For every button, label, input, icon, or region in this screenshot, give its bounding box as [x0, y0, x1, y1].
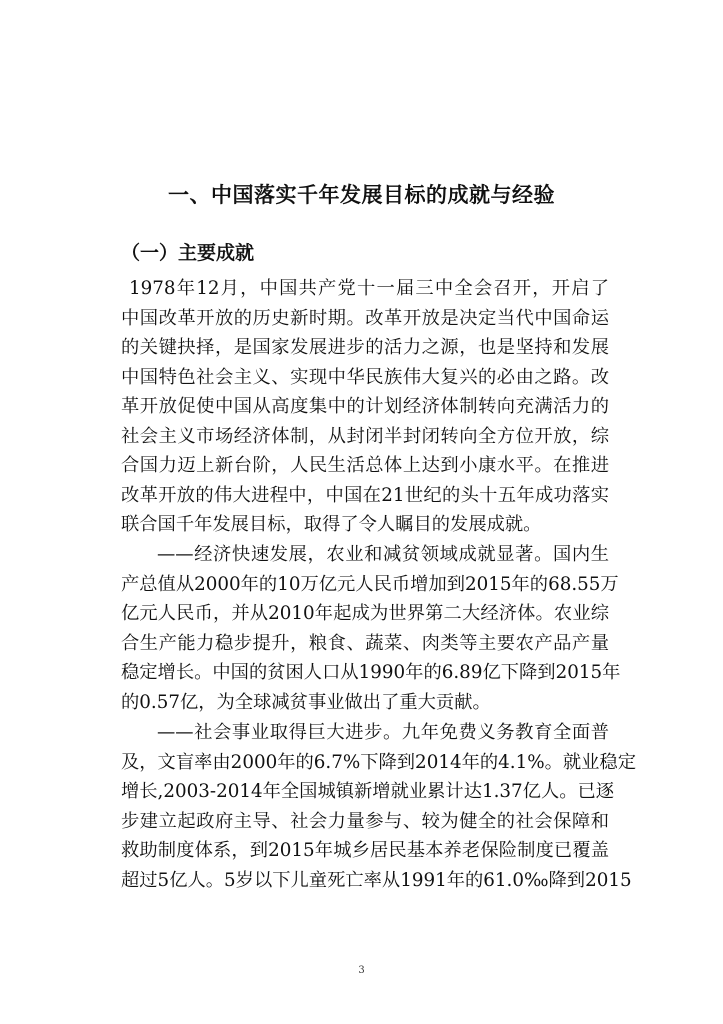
paragraph-line: ——经济快速发展，农业和减贫领域成就显著。国内生	[157, 544, 609, 565]
paragraph-line: 中国特色社会主义、实现中华民族伟大复兴的必由之路。改	[121, 366, 609, 388]
paragraph-main-achievements	[121, 274, 609, 540]
paragraph-line: ——社会事业取得巨大进步。九年免费义务教育全面普	[157, 722, 609, 743]
paragraph-line: 革开放促使中国从高度集中的计划经济体制转向充满活力的	[121, 396, 609, 417]
paragraph-line: 1978年12月，中国共产党十一届三中全会召开，开启了	[129, 278, 609, 299]
paragraph-line: 的关键抉择，是国家发展进步的活力之源，也是坚持和发展	[121, 337, 609, 358]
paragraph-line: 合生产能力稳步提升，粮食、蔬菜、肉类等主要农产品产量	[121, 632, 609, 654]
paragraph-line: 社会主义市场经济体制，从封闭半封闭转向全方位开放，综	[121, 425, 609, 447]
paragraph-line: 救助制度体系，到2015年城乡居民基本养老保险制度已覆盖	[121, 840, 609, 861]
paragraph-line: 中国改革开放的历史新时期。改革开放是决定当代中国命运	[121, 307, 609, 329]
page-number: 3	[358, 965, 365, 976]
paragraph-economy	[121, 540, 621, 717]
paragraph-line: 步建立起政府主导、社会力量参与、较为健全的社会保障和	[121, 810, 609, 832]
paragraph-line: 改革开放的伟大进程中，中国在21世纪的头十五年成功落实	[121, 484, 609, 506]
chapter-title: 一、中国落实千年发展目标的成就与经验	[168, 183, 555, 207]
paragraph-line: 合国力迈上新台阶，人民生活总体上达到小康水平。在推进	[121, 455, 609, 476]
paragraph-line: 稳定增长。中国的贫困人口从1990年的6.89亿下降到2015年	[121, 662, 621, 683]
paragraph-line: 联合国千年发展目标，取得了令人瞩目的发展成就。	[121, 514, 542, 535]
paragraph-line: 的0.57亿，为全球减贫事业做出了重大贡献。	[121, 691, 491, 713]
paragraph-line: 产总值从2000年的10万亿元人民币增加到2015年的68.55万	[121, 573, 619, 595]
paragraph-line: 及，文盲率由2000年的6.7%下降到2014年的4.1%。就业稳定	[121, 751, 636, 773]
section-title: （一）主要成就	[121, 242, 255, 264]
paragraph-line: 增长,2003-2014年全国城镇新增就业累计达1.37亿人。已逐	[121, 781, 615, 802]
paragraph-social-progress	[121, 718, 636, 895]
paragraph-line: 亿元人民币，并从2010年起成为世界第二大经济体。农业综	[121, 603, 609, 624]
paragraph-line: 超过5亿人。5岁以下儿童死亡率从1991年的61.0‰降到2015	[121, 869, 632, 891]
